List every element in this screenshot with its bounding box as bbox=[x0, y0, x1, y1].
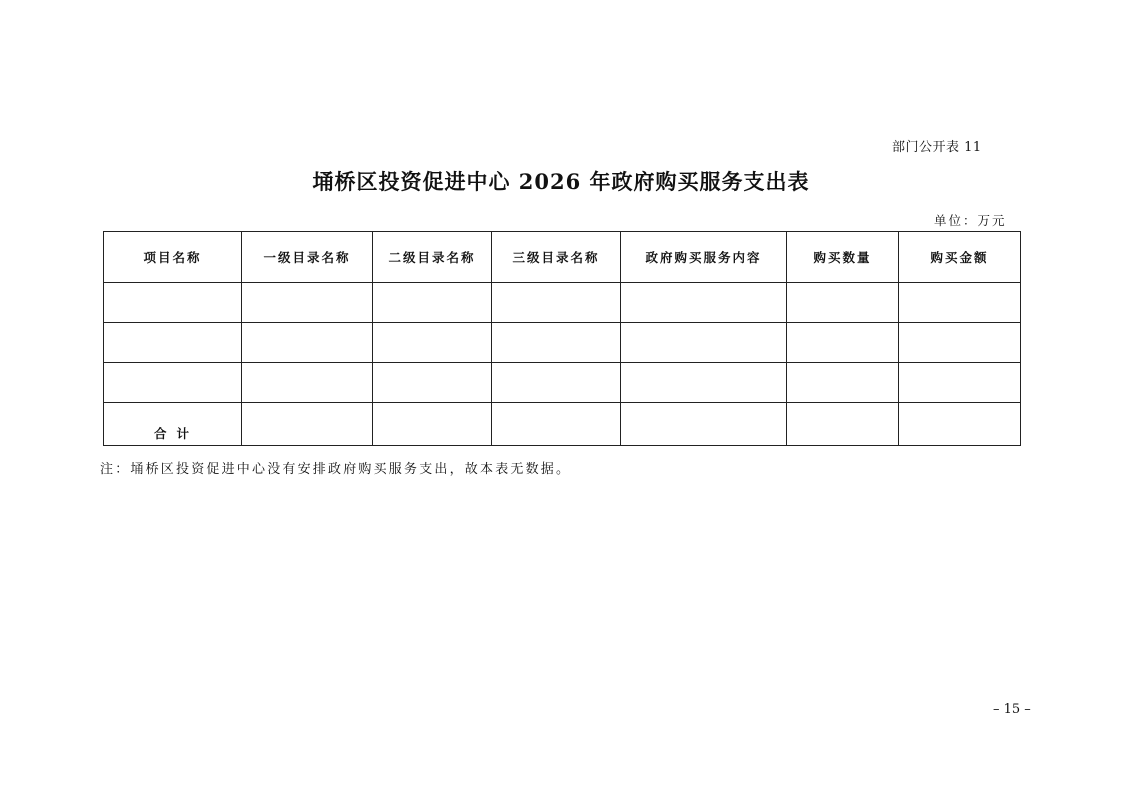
table-cell bbox=[373, 403, 492, 446]
page-title: 埇桥区投资促进中心 2026 年政府购买服务支出表 bbox=[312, 169, 810, 194]
total-label: 合计 bbox=[104, 403, 242, 446]
table-cell bbox=[899, 403, 1021, 446]
table-cell bbox=[373, 363, 492, 403]
unit-label: 单位：万元 bbox=[934, 213, 1007, 228]
table-cell bbox=[104, 323, 242, 363]
table-cell bbox=[899, 323, 1021, 363]
column-header: 三级目录名称 bbox=[492, 232, 621, 283]
table-cell bbox=[104, 363, 242, 403]
table-cell bbox=[621, 363, 787, 403]
table-cell bbox=[621, 283, 787, 323]
table-cell bbox=[621, 323, 787, 363]
table-cell bbox=[899, 283, 1021, 323]
table-cell bbox=[899, 363, 1021, 403]
column-header: 购买数量 bbox=[787, 232, 899, 283]
table-cell bbox=[242, 403, 373, 446]
table-header-row bbox=[104, 232, 1021, 283]
table-cell bbox=[373, 283, 492, 323]
footnote: 注：埇桥区投资促进中心没有安排政府购买服务支出，故本表无数据。 bbox=[100, 462, 572, 477]
table-cell bbox=[787, 403, 899, 446]
table-cell bbox=[787, 363, 899, 403]
page-number: – 15 – bbox=[993, 702, 1031, 717]
total-row bbox=[104, 403, 1021, 446]
table-cell bbox=[492, 363, 621, 403]
column-header: 购买金额 bbox=[899, 232, 1021, 283]
table-cell bbox=[104, 283, 242, 323]
table-cell bbox=[492, 323, 621, 363]
table-row bbox=[104, 323, 1021, 363]
expenditure-table bbox=[103, 231, 1021, 446]
table-cell bbox=[621, 403, 787, 446]
table-cell bbox=[242, 323, 373, 363]
table-cell bbox=[373, 323, 492, 363]
table-cell bbox=[787, 323, 899, 363]
column-header: 政府购买服务内容 bbox=[621, 232, 787, 283]
document-number: 部门公开表 11 bbox=[892, 140, 982, 155]
column-header: 项目名称 bbox=[104, 232, 242, 283]
table-cell bbox=[492, 403, 621, 446]
table-cell bbox=[787, 283, 899, 323]
table-cell bbox=[242, 363, 373, 403]
column-header: 二级目录名称 bbox=[373, 232, 492, 283]
column-header: 一级目录名称 bbox=[242, 232, 373, 283]
table-row bbox=[104, 283, 1021, 323]
table-cell bbox=[492, 283, 621, 323]
table-cell bbox=[242, 283, 373, 323]
table-row bbox=[104, 363, 1021, 403]
